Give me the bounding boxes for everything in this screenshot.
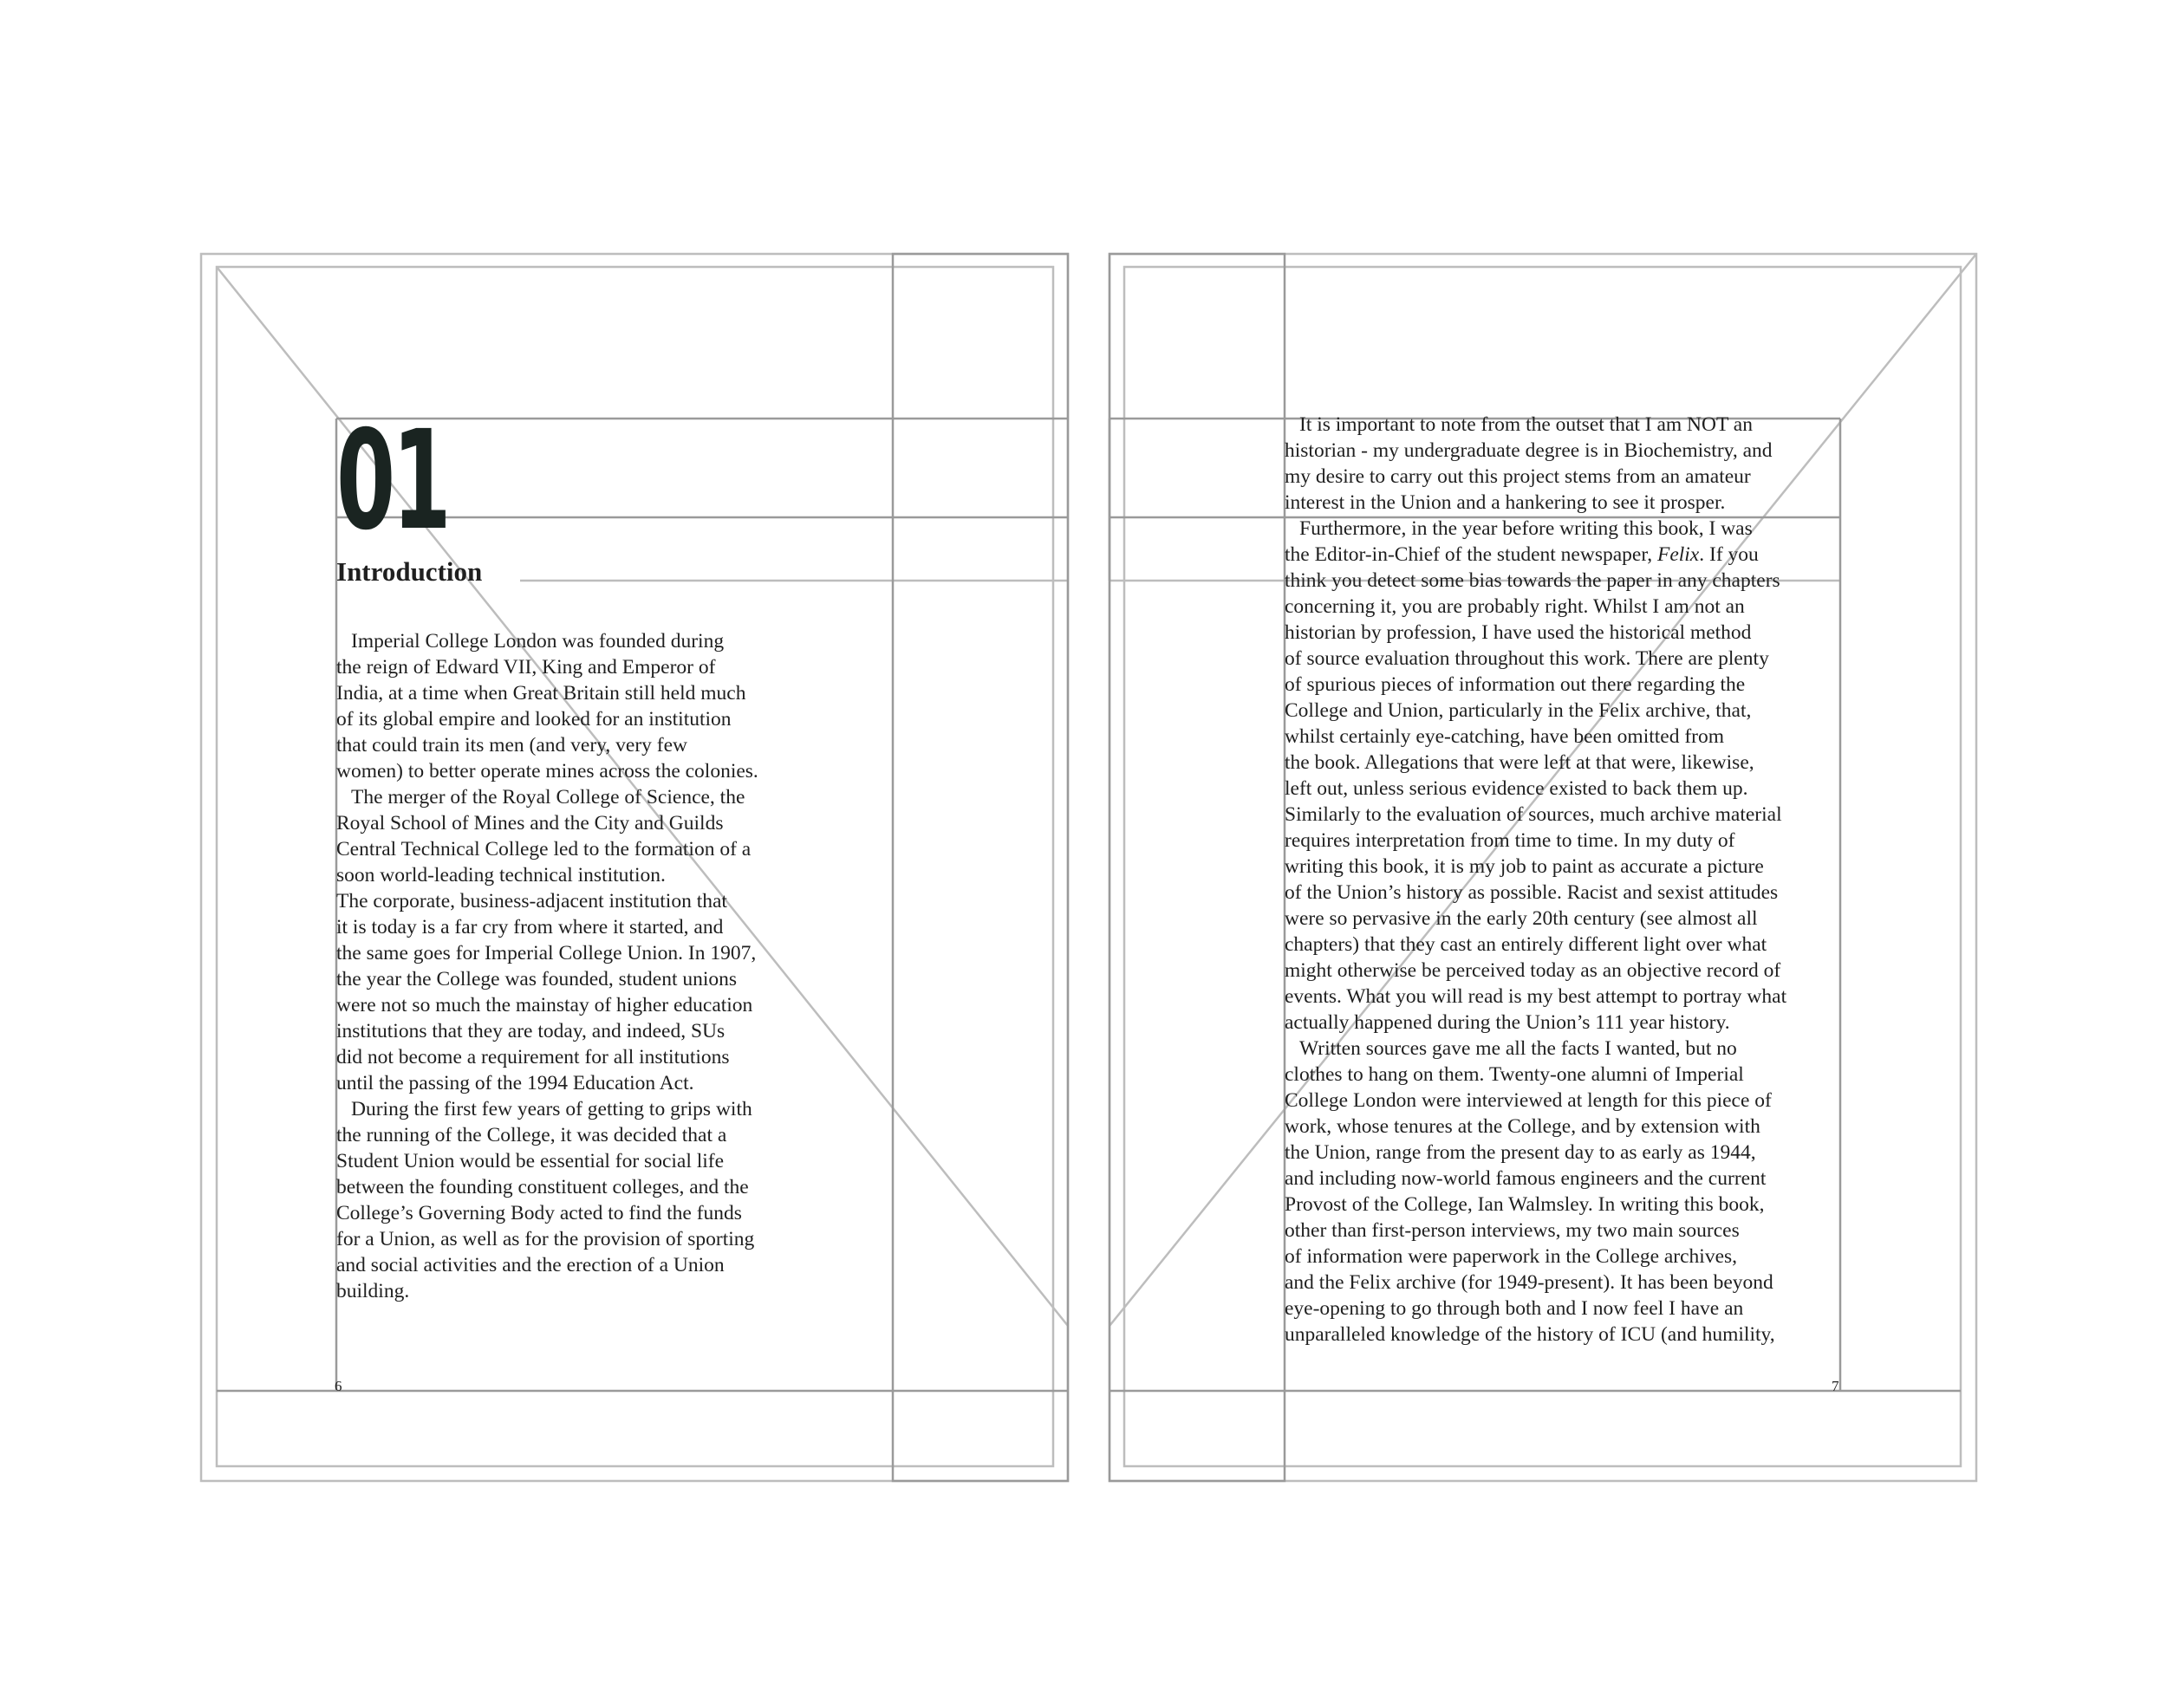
body-text-line: Written sources gave me all the facts I wanted, but no xyxy=(1299,1037,1737,1060)
body-text-line: it is today is a far cry from where it started, and xyxy=(336,916,724,938)
body-text-line: Imperial College London was founded during xyxy=(351,630,725,653)
body-text-line: of spurious pieces of information out there regarding the xyxy=(1285,673,1746,696)
body-text-line: requires interpretation from time to time. In my duty of xyxy=(1285,829,1735,852)
body-text-line: eye-opening to go through both and I now feel I have an xyxy=(1285,1297,1744,1320)
body-text-line: clothes to hang on them. Twenty-one alumni of Imperial xyxy=(1285,1063,1744,1086)
body-text-line: concerning it, you are probably right. Whilst I am not an xyxy=(1285,595,1745,618)
body-text-line: historian by profession, I have used the historical method xyxy=(1285,621,1752,644)
body-text-line: India, at a time when Great Britain still held much xyxy=(336,682,746,705)
body-text-line: that could train its men (and very, very few xyxy=(336,734,688,757)
body-text-line: the book. Allegations that were left at that were, likewise, xyxy=(1285,751,1754,774)
body-text-line: the same goes for Imperial College Union. In 1907, xyxy=(336,942,757,964)
body-text-line: think you detect some bias towards the paper in any chapters xyxy=(1285,569,1780,592)
body-text-line: of information were paperwork in the College archives, xyxy=(1285,1245,1738,1268)
body-text-line: Similarly to the evaluation of sources, much archive material xyxy=(1285,803,1782,826)
body-text-line: the year the College was founded, student unions xyxy=(336,968,738,990)
body-text-line: Royal School of Mines and the City and Guilds xyxy=(336,812,724,835)
body-text-line: the reign of Edward VII, King and Emperor of xyxy=(336,656,716,679)
body-text-line: It is important to note from the outset that I am NOT an xyxy=(1299,413,1753,436)
chapter-title: Introduction xyxy=(336,556,483,587)
body-text-line: of the Union’s history as possible. Racist and sexist attitudes xyxy=(1285,881,1779,904)
body-text-line: events. What you will read is my best attempt to portray what xyxy=(1285,985,1787,1008)
body-text-line: unparalleled knowledge of the history of ICU (and humility, xyxy=(1285,1323,1775,1346)
body-text-line: of its global empire and looked for an institution xyxy=(336,708,732,731)
body-text-line: The corporate, business-adjacent institution that xyxy=(336,890,727,912)
body-text-line: work, whose tenures at the College, and by extension with xyxy=(1285,1115,1760,1138)
body-text-line: College’s Governing Body acted to find the funds xyxy=(336,1202,742,1224)
left-page-number: 6 xyxy=(335,1378,342,1394)
body-text-line: During the first few years of getting to grips with xyxy=(351,1098,752,1120)
body-text-line: and including now-world famous engineers and the current xyxy=(1285,1167,1767,1190)
body-text-line: interest in the Union and a hankering to see it prosper. xyxy=(1285,491,1726,514)
right-page-margin-column xyxy=(1110,254,1285,1481)
body-text-line: left out, unless serious evidence existed to back them up. xyxy=(1285,777,1748,800)
body-text-line: and social activities and the erection of a Union xyxy=(336,1254,725,1276)
body-text-line xyxy=(1285,542,1848,568)
body-text-line: were so pervasive in the early 20th century (see almost all xyxy=(1285,907,1758,930)
line-text-segment: . If you xyxy=(1699,543,1759,566)
body-text-line: Furthermore, in the year before writing this book, I was xyxy=(1299,517,1753,540)
body-text-line: chapters) that they cast an entirely different light over what xyxy=(1285,933,1767,956)
body-text-line: until the passing of the 1994 Education Act. xyxy=(336,1072,694,1094)
body-text-line: soon world-leading technical institution. xyxy=(336,864,666,886)
right-page-body-text xyxy=(1285,412,1848,1348)
left-page-margin-column xyxy=(893,254,1068,1481)
body-text-line: my desire to carry out this project stems from an amateur xyxy=(1285,465,1751,488)
body-text-line: College London were interviewed at length for this piece of xyxy=(1285,1089,1772,1112)
body-text-line: were not so much the mainstay of higher education xyxy=(336,994,753,1016)
left-page-body-text xyxy=(336,628,804,1304)
right-page-number: 7 xyxy=(1832,1378,1839,1394)
chapter-number: 01 xyxy=(336,401,448,561)
body-text-line: Provost of the College, Ian Walmsley. In writing this book, xyxy=(1285,1193,1765,1216)
body-text-line: women) to better operate mines across the colonies. xyxy=(336,760,758,783)
body-text-line: did not become a requirement for all institutions xyxy=(336,1046,730,1068)
line-text-segment: the Editor-in-Chief of the student newspaper, xyxy=(1285,543,1657,566)
body-text-line: building. xyxy=(336,1280,410,1302)
body-text-line: actually happened during the Union’s 111 year history. xyxy=(1285,1011,1730,1034)
body-text-line: institutions that they are today, and indeed, SUs xyxy=(336,1020,726,1042)
body-text-line: Student Union would be essential for social life xyxy=(336,1150,725,1172)
body-text-line: between the founding constituent colleges, and the xyxy=(336,1176,749,1198)
body-text-line: other than first-person interviews, my two main sources xyxy=(1285,1219,1740,1242)
body-text-line: writing this book, it is my job to paint as accurate a picture xyxy=(1285,855,1764,878)
body-text-line: College and Union, particularly in the Felix archive, that, xyxy=(1285,699,1752,722)
body-text-line: historian - my undergraduate degree is in Biochemistry, and xyxy=(1285,439,1773,462)
body-text-line: Central Technical College led to the formation of a xyxy=(336,838,752,860)
body-text-line: whilst certainly eye-catching, have been omitted from xyxy=(1285,725,1725,748)
newspaper-name-italic: Felix xyxy=(1656,543,1700,566)
body-text-line: the running of the College, it was decided that a xyxy=(336,1124,727,1146)
body-text-line: of source evaluation throughout this work. There are plenty xyxy=(1285,647,1769,670)
body-text-line: the Union, range from the present day to as early as 1944, xyxy=(1285,1141,1756,1164)
body-text-line: and the Felix archive (for 1949-present). It has been beyond xyxy=(1285,1271,1773,1294)
body-text-line: might otherwise be perceived today as an objective record of xyxy=(1285,959,1781,982)
body-text-line: for a Union, as well as for the provision of sporting xyxy=(336,1228,755,1250)
body-text-line: The merger of the Royal College of Science, the xyxy=(351,786,745,809)
